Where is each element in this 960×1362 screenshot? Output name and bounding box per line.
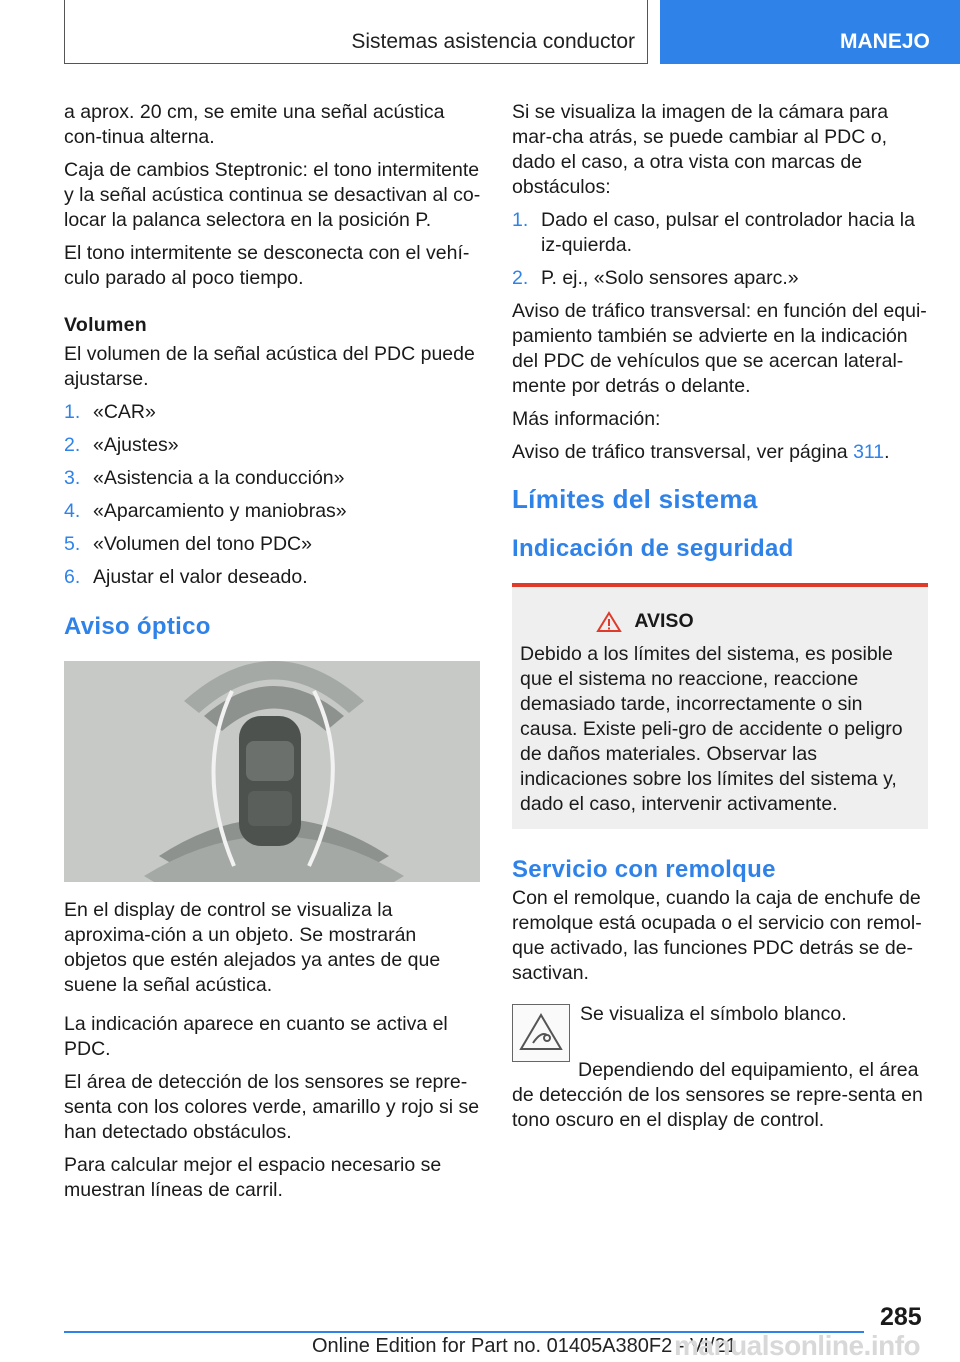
view-steps-list <box>512 208 928 291</box>
warning-triangle-icon <box>596 611 622 633</box>
paragraph: En el display de control se visualiza la aproxima-ción a un objeto. Se mostrarán objetos que estén alejados ya antes de que suene la señal acústica. <box>64 899 441 996</box>
right-column <box>512 100 928 1141</box>
paragraph: a aprox. 20 cm, se emite una señal acústica con-tinua alterna. <box>64 101 445 148</box>
warning-text: Debido a los límites del sistema, es posible que el sistema no reaccione, reaccione demasiado tarde, incorrectamente o sin causa. Existe peli-gro de accidente o peligro de daños materiales. Observar las indicaciones sobre los límites del sistema y, dado el caso, intervenir activamente. <box>520 643 903 815</box>
step-number: 5. <box>64 533 81 555</box>
step-text: «Aparcamiento y maniobras» <box>93 500 347 522</box>
trailer-symbol-row <box>512 1002 928 1062</box>
left-column <box>64 100 482 1211</box>
step-number: 4. <box>64 500 81 522</box>
header-frame <box>64 0 648 64</box>
paragraph: Dependiendo del equipamiento, el área de detección de los sensores se repre-senta en tono oscuro en el display de control. <box>512 1059 923 1131</box>
list-item <box>512 266 928 291</box>
step-text: Dado el caso, pulsar el controlador hacia la iz-quierda. <box>541 209 915 256</box>
paragraph: Para calcular mejor el espacio necesario se muestran líneas de carril. <box>64 1154 442 1201</box>
chapter-tab-label: MANEJO <box>840 30 930 53</box>
safety-heading: Indicación de seguridad <box>512 535 794 562</box>
list-item <box>64 466 482 491</box>
list-item <box>64 565 482 590</box>
paragraph: El área de detección de los sensores se repre-senta con los colores verde, amarillo y rojo si se han detectado obstáculos. <box>64 1071 480 1143</box>
reference-text: Aviso de tráfico transversal, ver página <box>512 441 854 463</box>
reference-end: . <box>884 441 890 463</box>
step-text: «Asistencia a la conducción» <box>93 467 345 489</box>
parking-sensor-illustration <box>64 661 480 882</box>
warning-header <box>520 609 920 634</box>
section-title: Sistemas asistencia conductor <box>351 30 635 53</box>
paragraph: Con el remolque, cuando la caja de enchufe de remolque está ocupada o el servicio con remol-que activado, las funciones PDC detrás se de-sactivan. <box>512 887 922 984</box>
list-item <box>64 532 482 557</box>
paragraph: Caja de cambios Steptronic: el tono intermitente y la señal acústica continua se desactivan al co-locar la palanca selectora en la posición P. <box>64 159 481 231</box>
volume-heading: Volumen <box>64 314 147 336</box>
paragraph: La indicación aparece en cuanto se activa el PDC. <box>64 1013 448 1060</box>
step-text: P. ej., «Solo sensores aparc.» <box>541 267 799 289</box>
trailer-symbol-texts <box>580 1002 847 1035</box>
step-number: 1. <box>64 401 81 423</box>
warning-title: AVISO <box>634 610 694 632</box>
cross-reference <box>512 440 928 465</box>
step-text: «Volumen del tono PDC» <box>93 533 312 555</box>
system-limits-heading: Límites del sistema <box>512 484 758 514</box>
step-text: «CAR» <box>93 401 156 423</box>
edition-text: Online Edition for Part no. 01405A380F2 - VI/21 <box>312 1335 737 1357</box>
step-text: Ajustar el valor deseado. <box>93 566 308 588</box>
trailer-symbol-icon <box>512 1004 570 1062</box>
step-number: 2. <box>64 434 81 456</box>
page-number: 285 <box>880 1303 922 1331</box>
list-item <box>64 499 482 524</box>
step-number: 2. <box>512 267 529 289</box>
list-item <box>64 400 482 425</box>
paragraph: Se visualiza el símbolo blanco. <box>580 1003 847 1025</box>
paragraph: Más información: <box>512 408 661 430</box>
step-number: 3. <box>64 467 81 489</box>
step-text: «Ajustes» <box>93 434 179 456</box>
paragraph: El tono intermitente se desconecta con el vehí-culo parado al poco tiempo. <box>64 242 470 289</box>
paragraph: El volumen de la señal acústica del PDC puede ajustarse. <box>64 343 475 390</box>
paragraph: Aviso de tráfico transversal: en función del equi-pamiento también se advierte en la indicación del PDC de vehículos que se acercan lateral-mente por detrás o delante. <box>512 300 927 397</box>
optical-warning-heading: Aviso óptico <box>64 613 211 640</box>
step-number: 1. <box>512 209 529 231</box>
list-item <box>512 208 928 258</box>
warning-box <box>512 583 928 829</box>
volume-steps-list <box>64 400 482 590</box>
watermark-text: manualsonline.info <box>674 1330 921 1361</box>
trailer-heading: Servicio con remolque <box>512 856 776 883</box>
list-item <box>64 433 482 458</box>
page-link[interactable]: 311 <box>853 441 885 463</box>
pdc-display-image <box>64 661 480 882</box>
paragraph: Si se visualiza la imagen de la cámara para mar-cha atrás, se puede cambiar al PDC o, dado el caso, a otra vista con marcas de obstáculos: <box>512 101 889 198</box>
step-number: 6. <box>64 566 81 588</box>
